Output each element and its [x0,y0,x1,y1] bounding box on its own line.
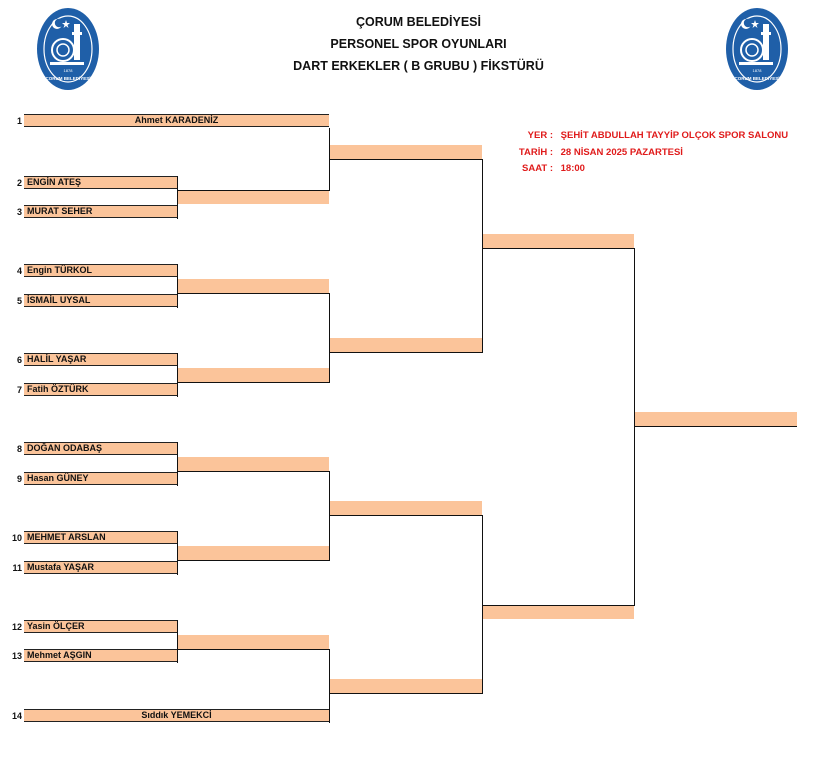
seed-number: 14 [11,711,22,721]
bracket-line [178,382,329,383]
player-slot: Mustafa YAŞAR [24,561,178,574]
player-slot: Hasan GÜNEY [24,472,178,485]
bracket-line [329,693,482,694]
seed-number: 10 [11,533,22,543]
header-line-2: PERSONEL SPOR OYUNLARI [330,37,507,51]
player-slot: MURAT SEHER [24,205,178,218]
round1-winner-slot [178,457,329,471]
semifinal-slot [482,605,634,619]
round1-winner-slot [178,279,329,293]
seed-number: 12 [11,622,22,632]
seed-number: 5 [16,296,22,306]
player-slot: DOĞAN ODABAŞ [24,442,178,455]
venue-value: ŞEHİT ABDULLAH TAYYİP OLÇOK SPOR SALONU [560,130,789,141]
seed-number: 8 [16,444,22,454]
player-slot: Yasin ÖLÇER [24,620,178,633]
bracket-line [329,515,482,516]
seed-number: 1 [16,116,22,126]
seed-number: 13 [11,651,22,661]
seed-number: 4 [16,266,22,276]
bracket-line [177,620,178,663]
round1-winner-slot [178,368,329,382]
bracket-line [177,442,178,486]
bracket-line [329,471,330,561]
bracket-line [329,159,482,160]
player-slot: MEHMET ARSLAN [24,531,178,544]
venue-info [516,130,788,141]
svg-text:1878: 1878 [63,68,73,73]
bracket-line [178,190,329,191]
venue-label: YER : [527,130,553,141]
bracket-line [482,605,634,606]
time-info [516,163,585,174]
player-slot: Engin TÜRKOL [24,264,178,277]
bracket-line [177,176,178,219]
municipality-logo-right [725,6,789,92]
bracket-line [329,293,330,383]
round2-winner-slot [329,338,482,352]
bracket-line [178,293,329,294]
round1-winner-slot [178,546,329,560]
player-slot: HALİL YAŞAR [24,353,178,366]
municipality-logo-left [36,6,100,92]
round2-winner-slot [329,501,482,515]
bracket-line [329,352,482,353]
date-info [516,147,683,158]
svg-text:1878: 1878 [752,68,762,73]
seed-number: 11 [12,563,22,573]
bracket-line [177,264,178,308]
bracket-line [482,248,634,249]
bracket-line [178,471,329,472]
date-label: TARİH : [518,147,553,158]
seed-number: 7 [16,385,22,395]
bracket-line [177,531,178,575]
player-slot: Mehmet AŞGIN [24,649,178,662]
final-winner-slot [634,412,797,426]
player-slot: Ahmet KARADENİZ [24,114,329,127]
round1-winner-slot [178,635,329,649]
header-line-1: ÇORUM BELEDİYESİ [355,15,481,29]
bracket-line [177,353,178,397]
player-slot: ENGİN ATEŞ [24,176,178,189]
svg-text:ÇORUM BELEDİYESİ: ÇORUM BELEDİYESİ [45,76,91,81]
bracket-line [178,649,329,650]
bracket-line [329,649,330,723]
time-value: 18:00 [560,163,585,174]
bracket-line [634,426,797,427]
date-value: 28 NİSAN 2025 PAZARTESİ [560,147,683,158]
seed-number: 6 [16,355,22,365]
time-label: SAAT : [522,163,553,174]
player-slot: Sıddık YEMEKCİ [24,709,329,722]
player-slot: İSMAİL UYSAL [24,294,178,307]
seed-number: 2 [16,178,22,188]
bracket-line [178,560,329,561]
player-slot: Fatih ÖZTÜRK [24,383,178,396]
seed-number: 3 [16,207,22,217]
header-line-3: DART ERKEKLER ( B GRUBU ) FİKSTÜRÜ [293,59,544,73]
round1-winner-slot [178,190,329,204]
svg-text:ÇORUM BELEDİYESİ: ÇORUM BELEDİYESİ [734,76,780,81]
semifinal-slot [482,234,634,248]
bracket-line [482,159,483,353]
round2-winner-slot [329,145,482,159]
round2-winner-slot [329,679,482,693]
seed-number: 9 [16,474,22,484]
bracket-line [634,248,635,606]
